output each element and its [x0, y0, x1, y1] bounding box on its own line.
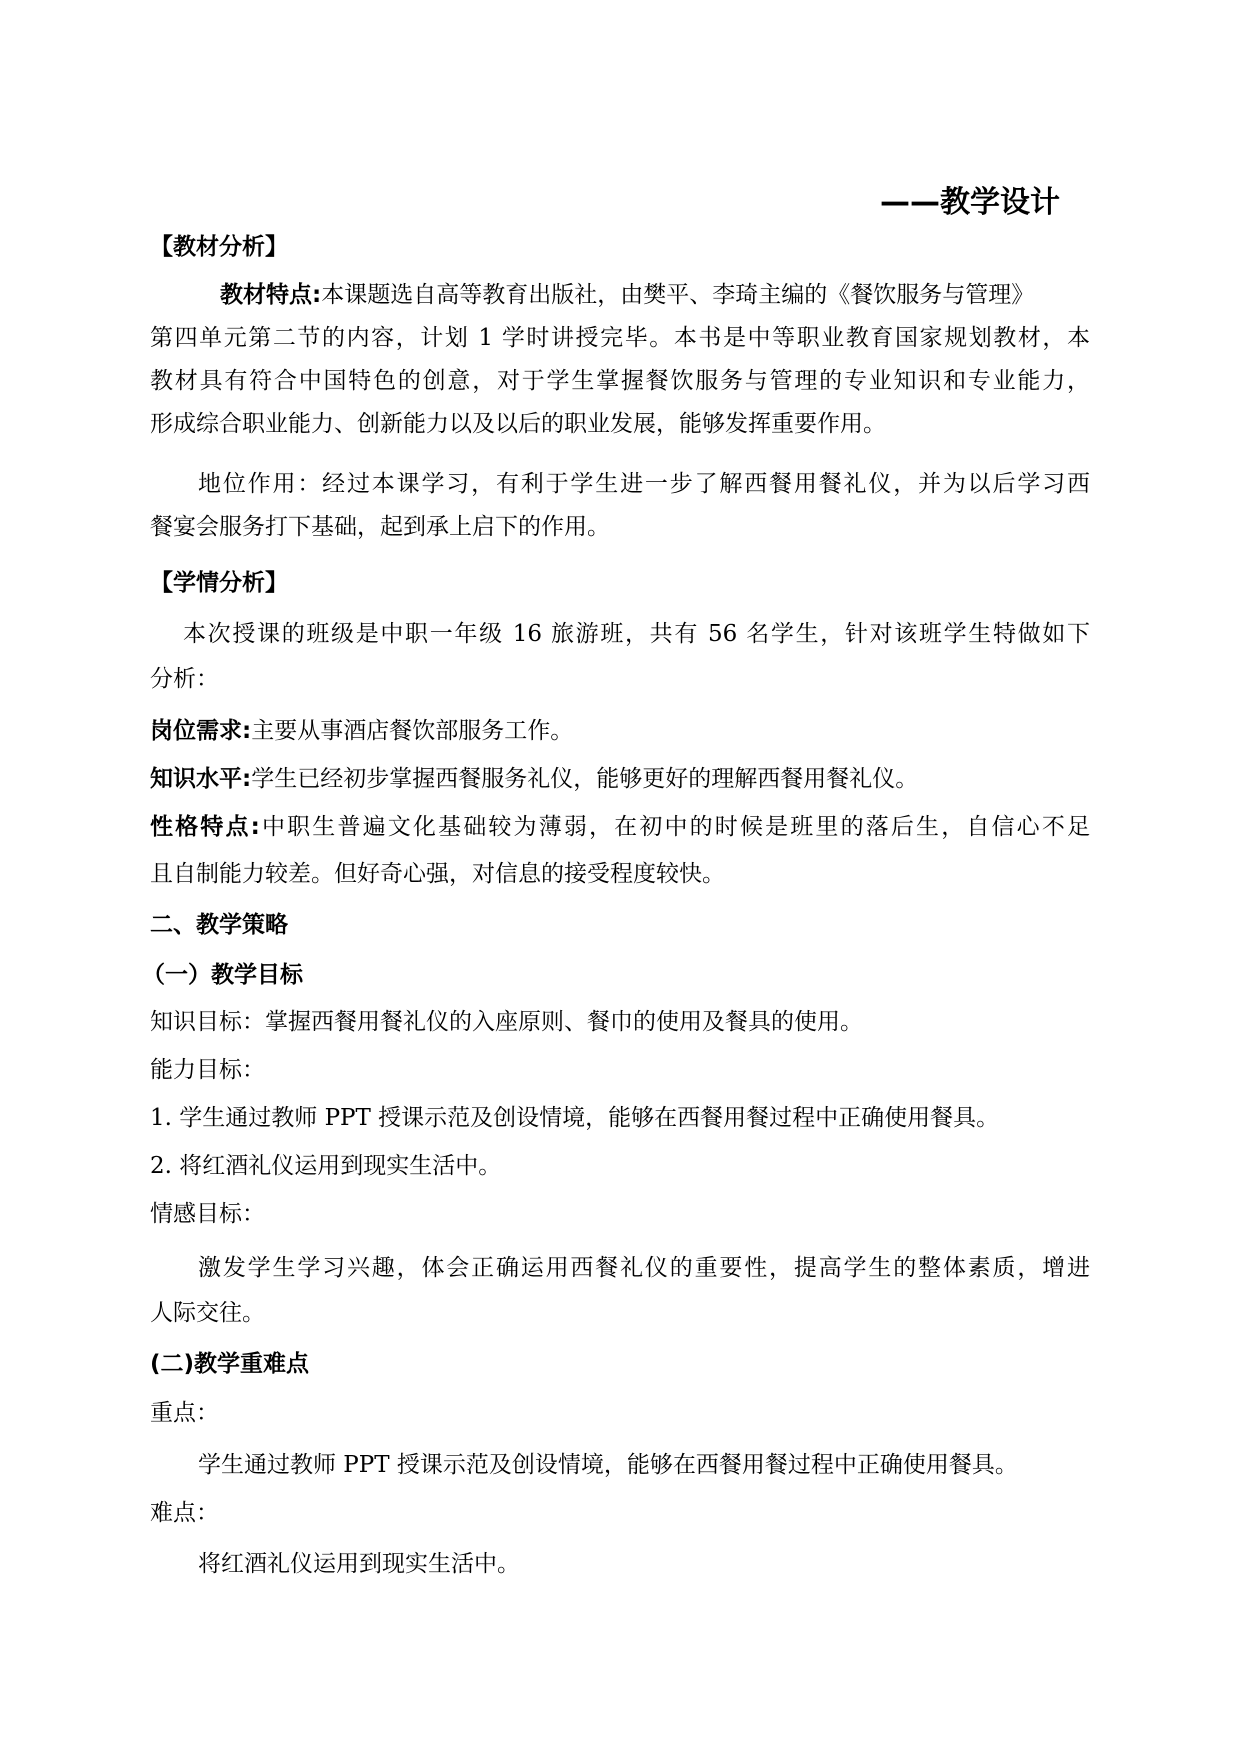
material-features-text: 本课题选自高等教育出版社，由樊平、李琦主编的《餐饮服务与管理》 — [321, 282, 1035, 308]
difficult-point-text: 将红酒礼仪运用到现实生活中。 — [198, 1551, 520, 1577]
job-requirement-line — [150, 716, 1090, 746]
key-difficult-heading: (二)教学重难点 — [150, 1351, 310, 1377]
knowledge-level-line — [150, 764, 1090, 794]
knowledge-level-label: 知识水平: — [150, 766, 252, 792]
material-features-line-2: 第四单元第二节的内容，计划 1 学时讲授完毕。本书是中等职业教育国家规划教材，本 — [150, 325, 1090, 351]
ability-goal-label: 能力目标： — [150, 1057, 265, 1083]
position-role-line-2: 餐宴会服务打下基础，起到承上启下的作用。 — [150, 514, 610, 540]
personality-label: 性格特点: — [150, 814, 260, 840]
personality-text-1: 中职生普遍文化基础较为薄弱，在初中的时候是班里的落后生，自信心不足 — [259, 814, 1090, 840]
emotion-goal-line-2: 人际交往。 — [150, 1300, 265, 1326]
personality-line-2: 且自制能力较差。但好奇心强，对信息的接受程度较快。 — [150, 861, 725, 887]
emotion-goal-line-1: 激发学生学习兴趣，体会正确运用西餐礼仪的重要性，提高学生的整体素质，增进 — [198, 1255, 1090, 1281]
ability-goal-item-2: 2. 将红酒礼仪运用到现实生活中。 — [150, 1153, 502, 1179]
key-point-text: 学生通过教师 PPT 授课示范及创设情境，能够在西餐用餐过程中正确使用餐具。 — [198, 1452, 1018, 1478]
knowledge-level-text: 学生已经初步掌握西餐服务礼仪，能够更好的理解西餐用餐礼仪。 — [251, 766, 919, 792]
material-features-paragraph-line-1 — [220, 280, 1090, 310]
job-requirement-label: 岗位需求: — [150, 718, 252, 744]
student-intro-line-1: 本次授课的班级是中职一年级 16 旅游班，共有 56 名学生，针对该班学生特做如下 — [183, 621, 1090, 647]
teaching-strategy-heading: 二、教学策略 — [150, 912, 288, 938]
personality-line-1 — [150, 812, 1090, 842]
material-features-line-3: 教材具有符合中国特色的创意，对于学生掌握餐饮服务与管理的专业知识和专业能力， — [150, 368, 1090, 394]
key-point-label: 重点： — [150, 1400, 219, 1426]
knowledge-goal: 知识目标：掌握西餐用餐礼仪的入座原则、餐巾的使用及餐具的使用。 — [150, 1009, 863, 1035]
student-analysis-heading: 【学情分析】 — [150, 570, 288, 596]
teaching-goals-heading: （一）教学目标 — [142, 962, 303, 988]
difficult-point-label: 难点： — [150, 1500, 219, 1526]
position-role-line-1: 地位作用：经过本课学习，有利于学生进一步了解西餐用餐礼仪，并为以后学习西 — [198, 471, 1090, 497]
document-title: ——教学设计 — [880, 185, 1060, 220]
material-analysis-heading: 【教材分析】 — [150, 234, 288, 260]
emotion-goal-label: 情感目标： — [150, 1201, 265, 1227]
material-features-line-4: 形成综合职业能力、创新能力以及以后的职业发展，能够发挥重要作用。 — [150, 411, 886, 437]
job-requirement-text: 主要从事酒店餐饮部服务工作。 — [251, 718, 574, 744]
material-features-label: 教材特点: — [220, 282, 322, 308]
ability-goal-item-1: 1. 学生通过教师 PPT 授课示范及创设情境，能够在西餐用餐过程中正确使用餐具。 — [150, 1105, 1000, 1131]
student-intro-line-2: 分析： — [150, 666, 219, 692]
